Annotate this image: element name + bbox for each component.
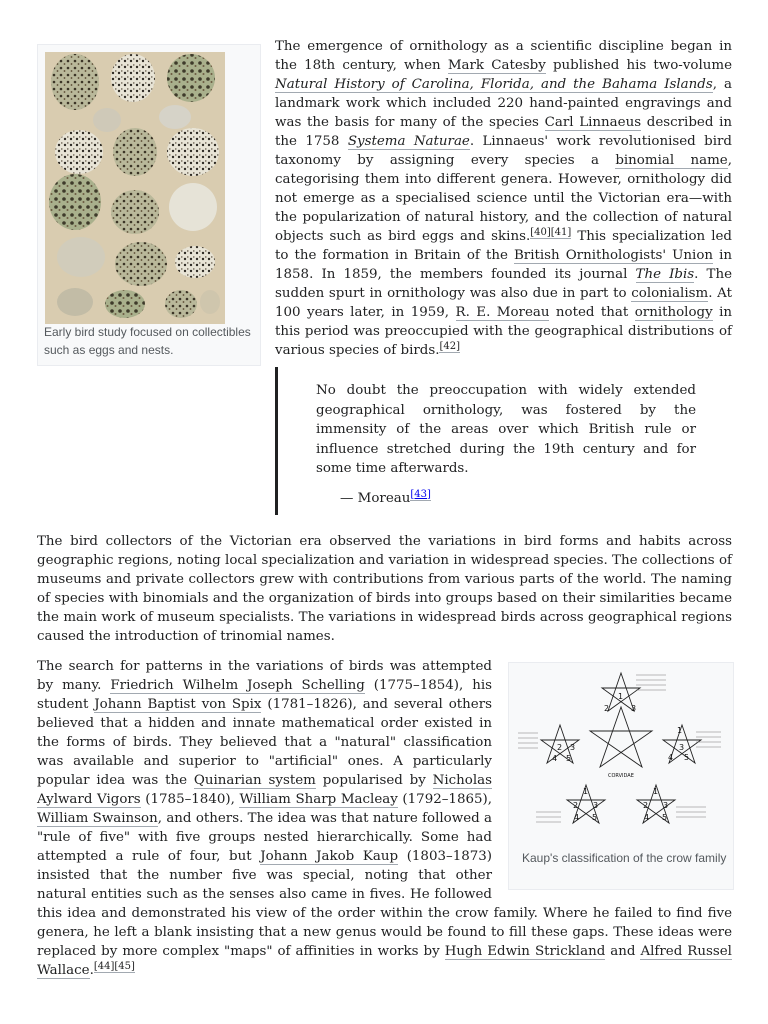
link-carl-linnaeus[interactable]: Carl Linnaeus (544, 115, 642, 130)
ref-43[interactable]: [43] (410, 488, 431, 500)
link-kaup[interactable]: Johann Jakob Kaup (260, 849, 399, 864)
svg-text:4: 4 (574, 813, 580, 822)
link-quinarian-system[interactable]: Quinarian system (193, 773, 316, 788)
link-colonialism[interactable]: colonialism (631, 286, 709, 301)
link-natural-history[interactable]: Natural History of Carolina, Florida, and the Bahama Islands (275, 77, 713, 92)
svg-text:4: 4 (644, 813, 650, 822)
svg-text:3: 3 (679, 743, 685, 752)
svg-text:5: 5 (592, 813, 598, 822)
link-systema-naturae[interactable]: Systema Naturae (347, 134, 470, 149)
link-re-moreau[interactable]: R. E. Moreau (455, 305, 550, 320)
ref-41[interactable]: [41] (550, 226, 572, 238)
link-binomial-name[interactable]: binomial name (615, 153, 728, 168)
blockquote (275, 367, 698, 515)
link-ornithology[interactable]: ornithology (634, 305, 713, 320)
svg-text:4: 4 (668, 753, 674, 762)
svg-text:3: 3 (663, 801, 669, 810)
svg-text:2: 2 (604, 704, 610, 713)
link-macleay[interactable]: William Sharp Macleay (239, 792, 398, 807)
svg-text:2: 2 (643, 801, 649, 810)
link-strickland[interactable]: Hugh Edwin Strickland (444, 944, 606, 959)
svg-text:5: 5 (684, 753, 690, 762)
ref-42[interactable]: [42] (439, 340, 461, 352)
link-schelling[interactable]: Friedrich Wilhelm Joseph Schelling (110, 678, 365, 693)
ref-40[interactable]: [40] (530, 226, 551, 238)
eggs-figure (37, 44, 261, 366)
svg-text:5: 5 (566, 754, 572, 763)
link-british-ornithologists-union[interactable]: British Ornithologists' Union (513, 248, 714, 263)
quote-text: No doubt the preoccupation with widely extended geographical ornithology, was fostered by the immensity of the areas over which British rule or influence stretched during the 19th century and for some time afterwards. (316, 383, 696, 476)
svg-text:1: 1 (618, 692, 624, 701)
eggs-figure-caption: Early bird study focused on collectibles such as eggs and nests. (44, 325, 251, 357)
svg-text:4: 4 (552, 754, 558, 763)
link-mark-catesby[interactable]: Mark Catesby (447, 58, 546, 73)
svg-text:3: 3 (593, 801, 599, 810)
svg-text:1: 1 (677, 726, 683, 735)
diagram-center-label: CORVIDAE (608, 773, 634, 779)
link-vigors[interactable]: Nicholas Aylward Vigors (37, 773, 492, 807)
svg-text:2: 2 (557, 743, 563, 752)
svg-text:5: 5 (662, 813, 668, 822)
figure-spacer (492, 657, 732, 889)
paragraph-2: The bird collectors of the Victorian era observed the variations in bird forms and habits across geographic regions, noting local specialization and variation in widespread species. The collections of museums and private collectors grew with contributions from various parts of the world. The naming of species with binomials and the organization of birds into groups based on their similarities became the main work of museum specialists. The variations in widespread birds across geographical regions caused the introduction of trinomial names. (37, 534, 732, 644)
svg-text:3: 3 (570, 743, 576, 752)
quote-citation: — Moreau[43] (340, 488, 431, 506)
paragraph-3: The search for patterns in the variations of birds was attempted by many. Friedrich Wilhelm Joseph Schelling (1775–1854), his student Johann Baptist von Spix (1781–1826), and several others believed that a hidden and innate mathematical order existed in the forms of birds. They believed that a "natural" classification was available and superior to "artificial" ones. A particularly popular idea was the Quinarian system popularised by Nicholas Aylward Vigors (1785–1840), William Sharp Macleay (1792–1865), William Swainson, and others. The idea was that nature followed a "rule of five" with five groups nested hierarchically. Some had attempted a rule of four, but Johann Jakob Kaup (1803–1873) insisted that the number five was special, noting that other natural entities such as the senses also came in fives. He followed this idea and demonstrated his view of the order within the crow family. Where he failed to find five genera, he left a blank insisting that a new genus would be found to fill these gaps. These ideas were replaced by more complex "maps" of affinities in works by Hugh Edwin Strickland and Alfred Russel Wallace.[44][45] (37, 659, 732, 978)
link-spix[interactable]: Johann Baptist von Spix (94, 697, 262, 712)
ref-45[interactable]: [45] (114, 960, 135, 972)
svg-text:3: 3 (631, 704, 637, 713)
ref-44[interactable]: [44] (93, 960, 115, 972)
svg-text:1: 1 (583, 787, 589, 796)
link-the-ibis[interactable]: The Ibis (635, 267, 695, 282)
svg-text:2: 2 (573, 801, 579, 810)
paragraph-1: The emergence of ornithology as a scientific discipline began in the 18th century, when Mark Catesby published his two-volume Natural History of Carolina, Florida, and the Bahama Islands, a landmark work which included 220 hand-painted engravings and was the basis for many of the species Carl Linnaeus described in the 1758 Systema Naturae. Linnaeus' work revolutionised bird taxonomy by assigning every species a binomial name, categorising them into different genera. However, ornithology did not emerge as a specialised science until the Victorian era—with the popularization of natural history, and the collection of natural objects such as bird eggs and skins.[40][41] This specialization led to the formation in Britain of the British Ornithologists' Union in 1858. In 1859, the members founded its journal The Ibis. The sudden spurt in ornithology was also due in part to colonialism. At 100 years later, in 1959, R. E. Moreau noted that ornithology in this period was preoccupied with the geographical distributions of various species of birds.[42] (275, 39, 733, 358)
svg-text:1: 1 (653, 787, 659, 796)
eggs-plate-image[interactable] (45, 52, 225, 324)
link-swainson[interactable]: William Swainson (37, 811, 158, 826)
kaup-figure-caption: Kaup's classification of the crow family (522, 851, 727, 865)
link-wallace[interactable]: Alfred Russel Wallace (37, 944, 732, 978)
